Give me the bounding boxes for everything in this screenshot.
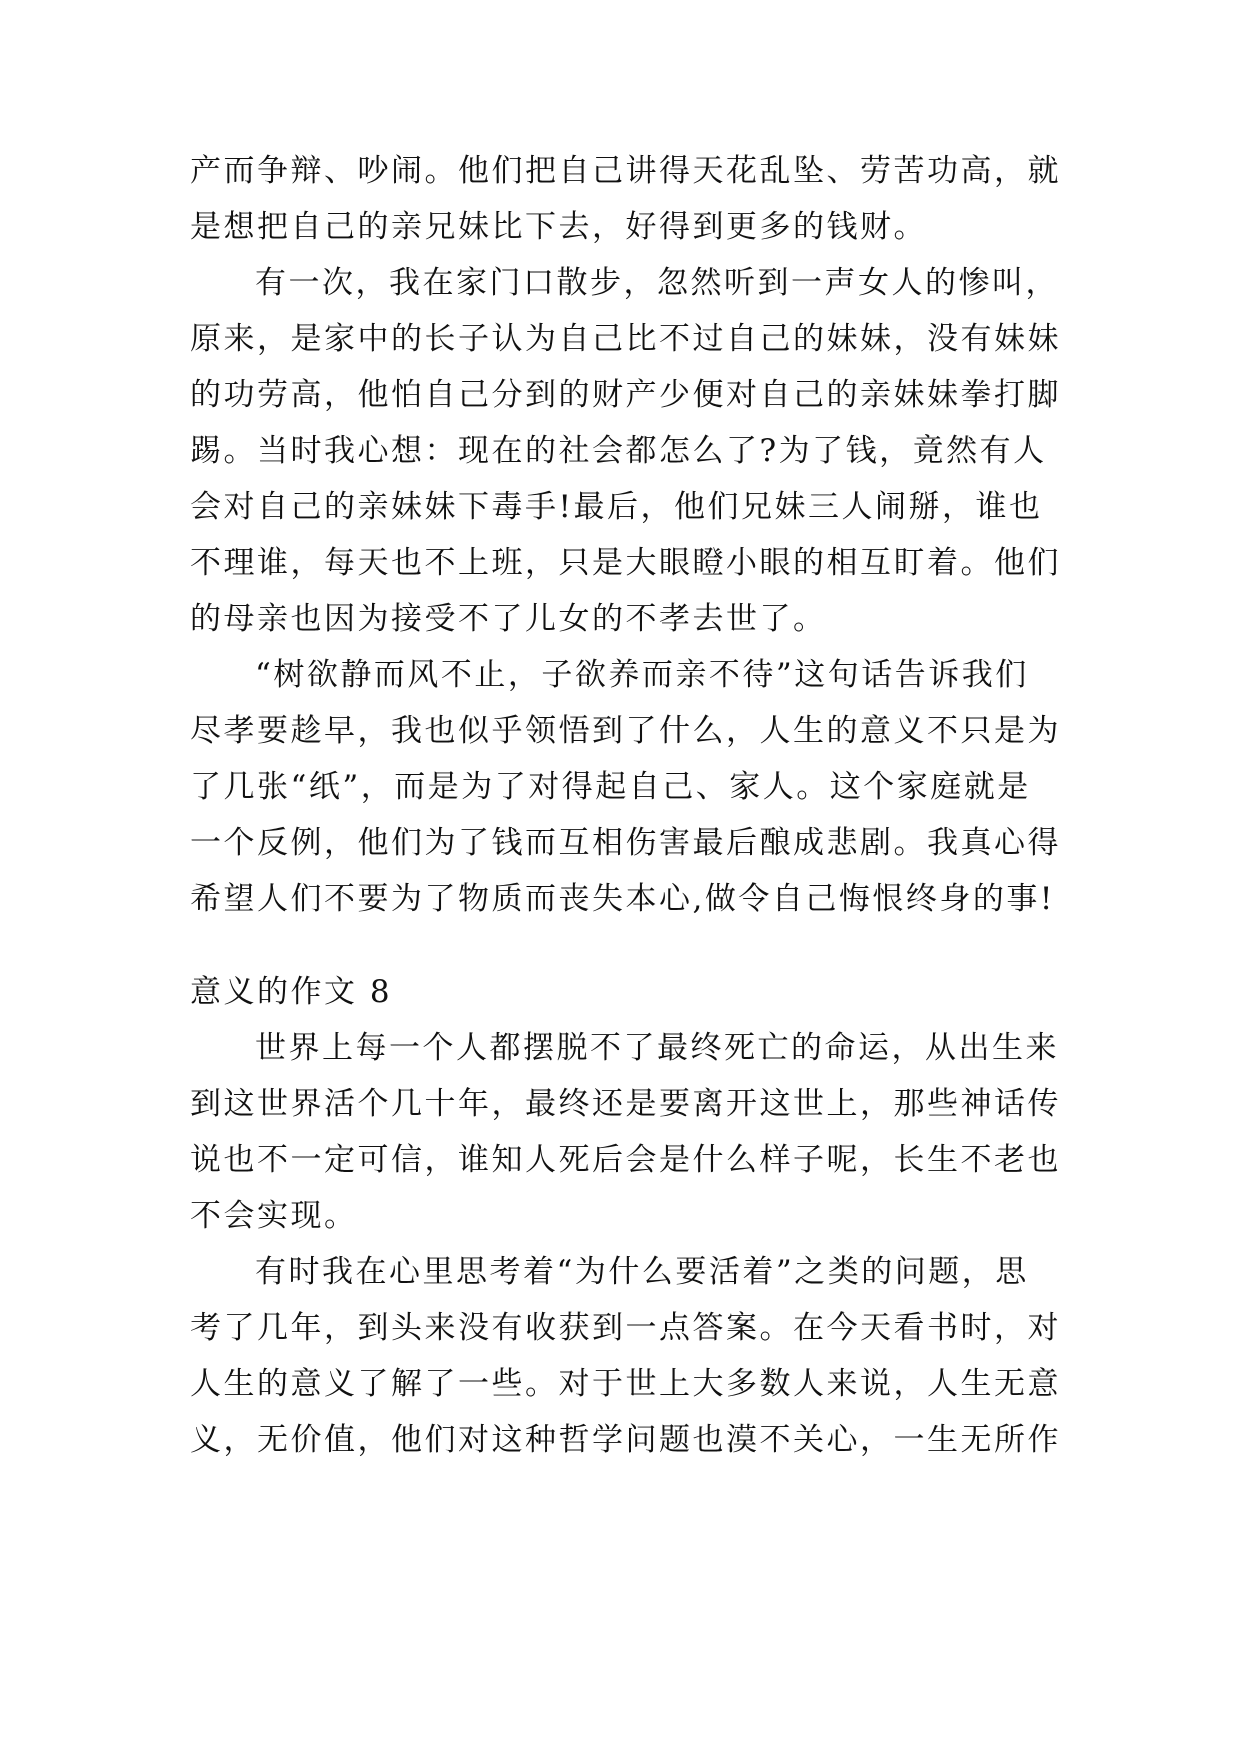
paragraph-line: 的功劳高，他怕自己分到的财产少便对自己的亲妹妹拳打脚 (190, 377, 1061, 413)
paragraph-line: 义，无价值，他们对这种哲学问题也漠不关心，一生无所作 (190, 1422, 1061, 1458)
paragraph-line: 到这世界活个几十年，最终还是要离开这世上，那些神话传 (190, 1086, 1061, 1122)
paragraph-line: 踢。当时我心想：现在的社会都怎么了?为了钱，竟然有人 (190, 433, 1047, 469)
paragraph-line: 尽孝要趁早，我也似乎领悟到了什么，人生的意义不只是为 (190, 713, 1061, 749)
paragraph-line: 是想把自己的亲兄妹比下去，好得到更多的钱财。 (190, 209, 927, 245)
paragraph-line: 世界上每一个人都摆脱不了最终死亡的命运，从出生来 (255, 1030, 1059, 1066)
paragraph-line: 说也不一定可信，谁知人死后会是什么样子呢，长生不老也 (190, 1142, 1061, 1178)
paragraph-line: 产而争辩、吵闹。他们把自己讲得天花乱坠、劳苦功高，就 (190, 153, 1061, 189)
paragraph-line: “树欲静而风不止，子欲养而亲不待”这句话告诉我们 (255, 657, 1029, 693)
paragraph-line: 不理谁，每天也不上班，只是大眼瞪小眼的相互盯着。他们 (190, 545, 1061, 581)
paragraph-line: 了几张“纸”，而是为了对得起自己、家人。这个家庭就是 (190, 769, 1031, 805)
paragraph-line: 考了几年，到头来没有收获到一点答案。在今天看书时，对 (190, 1310, 1061, 1346)
paragraph-line: 有一次，我在家门口散步，忽然听到一声女人的惨叫， (255, 265, 1059, 301)
paragraph-line: 希望人们不要为了物质而丧失本心,做令自己悔恨终身的事! (190, 881, 1055, 917)
paragraph-line: 一个反例，他们为了钱而互相伤害最后酿成悲剧。我真心得 (190, 825, 1061, 861)
paragraph-line: 有时我在心里思考着“为什么要活着”之类的问题，思 (255, 1254, 1029, 1290)
paragraph-line: 会对自己的亲妹妹下毒手!最后，他们兄妹三人闹掰，谁也 (190, 489, 1043, 525)
section-heading: 意义的作文 8 (190, 974, 393, 1010)
paragraph-line: 不会实现。 (190, 1198, 358, 1234)
paragraph-line: 原来，是家中的长子认为自己比不过自己的妹妹，没有妹妹 (190, 321, 1061, 357)
paragraph-line: 人生的意义了解了一些。对于世上大多数人来说，人生无意 (190, 1366, 1061, 1402)
paragraph-line: 的母亲也因为接受不了儿女的不孝去世了。 (190, 601, 827, 637)
